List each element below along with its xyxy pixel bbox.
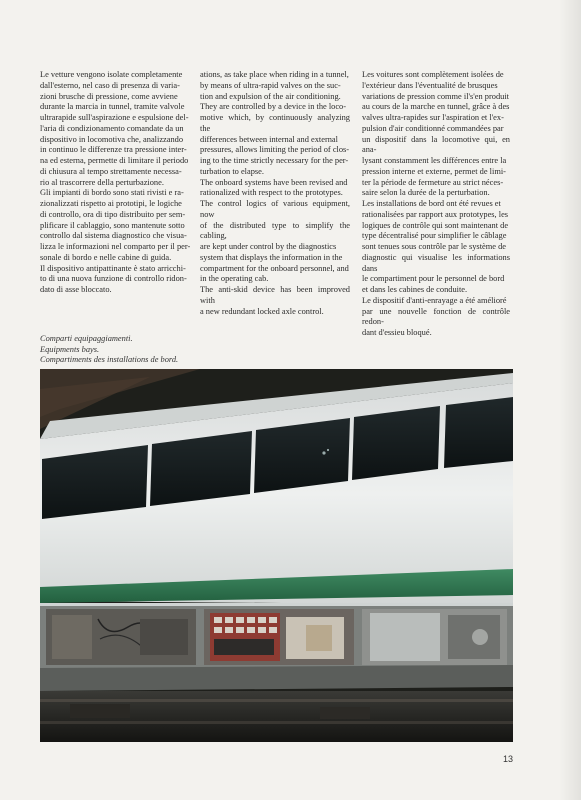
maintenance-equipment xyxy=(320,707,370,719)
window-reflection xyxy=(327,449,329,451)
maintenance-equipment xyxy=(70,704,130,718)
connector-block xyxy=(214,639,274,655)
window-reflection xyxy=(322,451,325,454)
coach-body-edge xyxy=(40,603,513,606)
cover-plate-window xyxy=(306,625,332,651)
coach-underframe xyxy=(40,665,513,691)
equipment-bays-photo xyxy=(40,369,513,742)
text-column-french: Les voitures sont complètement isolées de l'extérieur dans l'éventualité de brusques variations de pression comme il's'en produit au cours de la marche en tunnel, grâce à des valves ultra-rapides sur l'aspiration et l'ex- pulsion d'air conditionné commandées par un dispositif dans la locomotive qui, en ana- lysant constamment les différences entre la pression interne et externe, permet de limi- ter la période de fermeture au strict néces- saire selon la durée de la perturbation. Les installations de bord ont été revues et rationalisées par rapport aux prototypes, les logiques de contrôle qui sont maintenant de type décentralisé pour simplifier le câblage sont tenues sous contrôle par le système de diagnostic qui visualise les informations dans le compartiment pour le personnel de bord et dans les cabines de conduite. Le dispositif d'anti-enrayage a été amélioré par une nouvelle fonction de contrôle redon- dant d'essieu bloqué. xyxy=(362,70,510,337)
page-number: 13 xyxy=(503,754,514,764)
page-edge-shadow xyxy=(559,0,581,800)
coach-window xyxy=(254,418,350,493)
bay-component xyxy=(140,619,188,655)
text-column-italian: Le vetture vengono isolate completamente dall'esterno, nel caso di presenza di varia- zioni brusche di pressione, come avviene durante la marcia in tunnel, tramite valvole ultrarapide sull'aspirazione e espulsione del- l'aria di condizionamento comandate da un dispositivo in locomotiva che, analizzando in continuo le differenze tra pressione inter- na ed esterna, permette di limitare il periodo di chiusura al tempo strettamente necessa- rio al trascorrere della perturbazione. Gli impianti di bordo sono stati rivisti e ra- zionalizzati rispetto ai prototipi, le logiche di controllo, ora di tipo distribuito per sem- plificare il cablaggio, sono mantenute sotto controllo dal sistema diagnostico che visua- lizza le informazioni nel comparto per il per- sonale di bordo e nelle cabine di guida. Il dispositivo antipattinante è stato arricchi- to di una nuova funzione di controllo ridon- dato di asse bloccato. xyxy=(40,70,191,294)
bay-panel xyxy=(370,613,440,661)
rail xyxy=(40,699,513,702)
photo-caption xyxy=(40,334,340,366)
text-column-english: ations, as take place when riding in a tunnel, by means of ultra-rapid valves on the suc- tion and expulsion of the air conditioning. They are controlled by a device in the loco- motive which, by continuously analyzing the differences between internal and external pressures, allows limiting the period of clos- ing to the time strictly necessary for the per- turbation to elapse. The onboard systems have been revised and rationalized with respect to the prototypes. The control logics of various equipment, now of the distributed type to simplify the cabling, are kept under control by the diagnostics system that displays the information in the compartment for the onboard personnel, and in the operating cab. The anti-skid device has been improved with a new redundant locked axle control. xyxy=(200,70,350,316)
caption-french: Compartiments des installations de bord. xyxy=(40,355,179,364)
caption-italian: Comparti equipaggiamenti. xyxy=(40,334,133,343)
bay-fitting xyxy=(472,629,488,645)
bay-panel xyxy=(52,615,92,659)
rail xyxy=(40,721,513,724)
train-coach-photo-illustration xyxy=(40,369,513,742)
coach-window xyxy=(444,397,513,468)
coach-window xyxy=(352,406,440,480)
caption-english: Equipments bays. xyxy=(40,344,100,354)
